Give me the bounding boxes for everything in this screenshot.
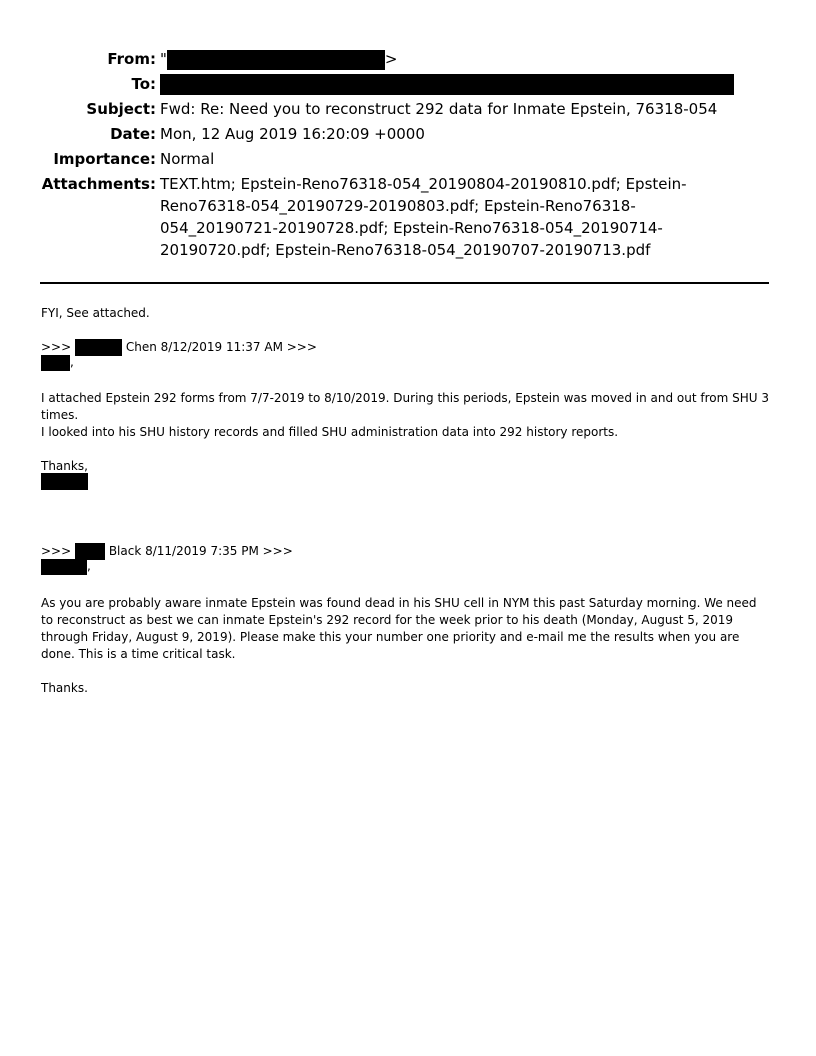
email-header [0, 48, 816, 264]
header-divider [40, 282, 769, 284]
attachments-row [0, 173, 816, 261]
message-2-para: As you are probably aware inmate Epstein was found dead in his SHU cell in NYM this past Saturday morning. We need to reconstruct as best we can inmate Epstein's 292 record for the week prior to his death (Monday, August 5, 2019 through Friday, August 9, 2019). Please make this your number one priority and e-mail me the results when you are done. This is a time critical task. [41, 596, 757, 661]
fyi-line [41, 305, 771, 322]
message-2-body [41, 595, 771, 663]
to-value [160, 73, 740, 95]
subject-row [0, 98, 816, 120]
subject-value: Fwd: Re: Need you to reconstruct 292 data for Inmate Epstein, 76318-054 [160, 100, 718, 118]
date-value: Mon, 12 Aug 2019 16:20:09 +0000 [160, 125, 425, 143]
signature-redaction [41, 473, 88, 490]
to-row [0, 73, 816, 95]
message-1-signoff [41, 458, 771, 490]
to-label: To: [131, 75, 156, 93]
greeting-comma: , [87, 559, 91, 573]
date-label: Date: [110, 125, 156, 143]
sender-redaction [75, 339, 122, 356]
message-2-signoff [41, 680, 771, 697]
message-1-body [41, 390, 771, 441]
from-value [160, 48, 740, 70]
attachments-value[interactable]: TEXT.htm; Epstein-Reno76318-054_20190804-20190810.pdf; Epstein-Reno76318-054_20190729-20190803.pdf; Epstein-Reno76318-054_20190721-20190728.pdf; Epstein-Reno76318-054_20190714-20190720.pdf; Epstein-Reno76318-054_20190707-20190713.pdf [160, 175, 687, 259]
message-2-sender: Black 8/11/2019 7:35 PM >>> [108, 544, 293, 558]
date-row [0, 123, 816, 145]
quote-marker: >>> [41, 544, 72, 558]
from-label: From: [107, 50, 156, 68]
importance-value: Normal [160, 150, 215, 168]
message-1-header [41, 339, 771, 371]
from-quote: " [160, 50, 167, 68]
message-1-para-2: I looked into his SHU history records and filled SHU administration data into 292 history reports. [41, 425, 619, 439]
subject-label: Subject: [86, 100, 156, 118]
message-1-thanks: Thanks, [41, 459, 88, 473]
greeting-comma: , [70, 355, 74, 369]
from-suffix: > [384, 50, 398, 68]
greeting-redaction [41, 355, 70, 371]
to-redaction [160, 74, 734, 95]
message-1-sender: Chen 8/12/2019 11:37 AM >>> [125, 340, 317, 354]
message-2-thanks: Thanks. [41, 681, 88, 695]
from-row [0, 48, 816, 70]
fyi-text: FYI, See attached. [41, 306, 150, 320]
attachments-label: Attachments: [41, 175, 156, 193]
quote-marker: >>> [41, 340, 72, 354]
greeting-redaction [41, 559, 87, 575]
from-redaction [167, 50, 385, 70]
message-1-para-1: I attached Epstein 292 forms from 7/7-2019 to 8/10/2019. During this periods, Epstein was moved in and out from SHU 3 times. [41, 391, 769, 422]
importance-label: Importance: [53, 150, 156, 168]
importance-row [0, 148, 816, 170]
message-2-header [41, 543, 771, 575]
